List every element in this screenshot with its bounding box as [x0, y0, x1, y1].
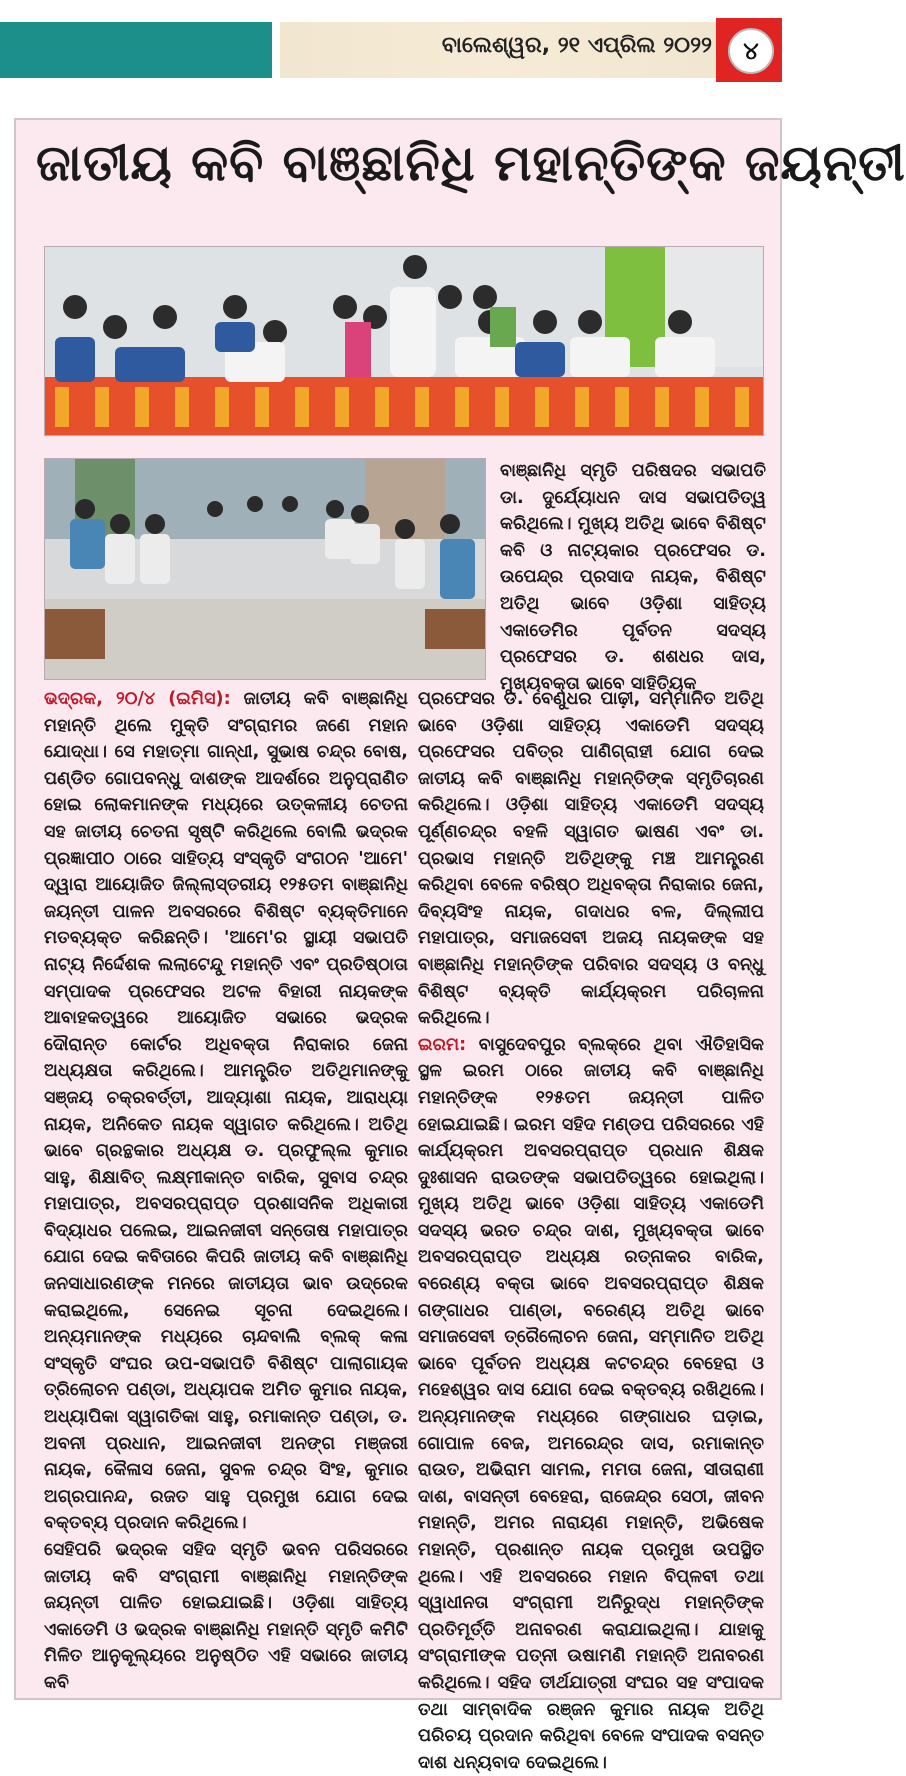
page-header [0, 0, 800, 88]
right-dateline-lead: ଇରମ: [418, 1034, 467, 1055]
right-paragraph-2 [418, 1032, 764, 1776]
event-stage-photo [44, 246, 764, 436]
dateline: ବାଲେଶ୍ୱର, ୨୧ ଏପ୍ରିଲ ୨୦୨୨ [441, 33, 712, 58]
headline: ଜାତୀୟ କବି ବାଞ୍ଛାନିଧି ମହାନ୍ତିଙ୍କ ଜୟନ୍ତୀ [36, 134, 906, 192]
page-number: ୪ [728, 28, 774, 74]
right-paragraph-1: ପ୍ରଫେସର ଡ. ବେଣୁଧର ପାଢ଼ୀ, ସମ୍ମାନିତ ଅତିଥି ଭାବେ ଓଡ଼ିଶା ସାହିତ୍ୟ ଏକାଡେମି ସଦସ୍ୟ ପ୍ରଫେସର ପବିତ୍ର ପାଣିଗ୍ରାହୀ ଯୋଗ ଦେଇ ଜାତୀୟ କବି ବାଞ୍ଛାନିଧି ମହାନ୍ତିଙ୍କ ସ୍ମୃତିଚାରଣ କରିଥିଲେ। ଓଡ଼ିଶା ସାହିତ୍ୟ ଏକାଡେମି ସଦସ୍ୟ ପୂର୍ଣ୍ଣଚନ୍ଦ୍ର ବହଳି ସ୍ୱାଗତ ଭାଷଣ ଏବଂ ଡା. ପ୍ରଭାସ ମହାନ୍ତି ଅତିଥିଙ୍କୁ ମଞ୍ଚ ଆମନ୍ତ୍ରଣ କରିଥିବା ବେଳେ ବରିଷ୍ଠ ଅଧିବକ୍ତା ନିରାକାର ଜେନା, ଦିବ୍ୟସିଂହ ନାୟକ, ଗଦାଧର ବଳ, ଦିଲ୍ଲୀପ ମହାପାତ୍ର, ସମାଜସେବୀ ଅଜୟ ନାୟକଙ୍କ ସହ ବାଞ୍ଛାନିଧି ମହାନ୍ତିଙ୍କ ପରିବାର ସଦସ୍ୟ ଓ ବନ୍ଧୁ ବିଶିଷ୍ଟ ବ୍ୟକ୍ତି କାର୍ଯ୍ୟକ୍ରମ ପରିଚାଳନା କରିଥିଲେ। [418, 689, 764, 1029]
left-dateline-lead: ଭଦ୍ରକ, ୨୦/୪ (ଇମିସ): [44, 689, 231, 709]
left-paragraph-2: ସେହିପରି ଭଦ୍ରକ ସହିଦ ସ୍ମୃତି ଭବନ ପରିସରରେ ଜାତୀୟ କବି ସଂଗ୍ରାମୀ ବାଞ୍ଛାନିଧି ମହାନ୍ତିଙ୍କ ଜୟନ୍ତୀ ପାଳିତ ହୋଇଯାଇଛି। ଓଡ଼ିଶା ସାହିତ୍ୟ ଏକାଡେମି ଓ ଭଦ୍ରକ ବାଞ୍ଛାନିଧି ମହାନ୍ତି ସ୍ମୃତି କମିଟି ମିଳିତ ଆନୁକୂଲ୍ୟରେ ଅନୁଷ୍ଠିତ ଏହି ସଭାରେ ଜାତୀୟ କବି [44, 1540, 408, 1693]
header-teal-band [0, 22, 272, 78]
right-paragraph-2-body: ବାସୁଦେବପୁର ବ୍ଲକ୍‌ରେ ଥିବା ଐତିହାସିକ ସ୍ଥଳ ଇରମ ଠାରେ ଜାତୀୟ କବି ବାଞ୍ଛାନିଧି ମହାନ୍ତିଙ୍କ ୧୨୫ତମ ଜୟନ୍ତୀ ପାଳିତ ହୋଇଯାଇଛି। ଇରମ ସହିଦ ମଣ୍ଡପ ପରିସରରେ ଏହି କାର୍ଯ୍ୟକ୍ରମ ଅବସରପ୍ରାପ୍ତ ପ୍ରଧାନ ଶିକ୍ଷକ ଦୁଃଶାସନ ରାଉତଙ୍କ ସଭାପତିତ୍ୱରେ ହୋଇଥିଲା। ମୁଖ୍ୟ ଅତିଥି ଭାବେ ଓଡ଼ିଶା ସାହିତ୍ୟ ଏକାଡେମି ସଦସ୍ୟ ଭରତ ଚନ୍ଦ୍ର ଦାଶ, ମୁଖ୍ୟବକ୍ତା ଭାବେ ଅବସରପ୍ରାପ୍ତ ଅଧ୍ୟକ୍ଷ ରତ୍ନାକର ବାରିକ, ବରେଣ୍ୟ ବକ୍ତା ଭାବେ ଅବସରପ୍ରାପ୍ତ ଶିକ୍ଷକ ଗଙ୍ଗାଧର ପାଣ୍ଡା, ବରେଣ୍ୟ ଅତିଥି ଭାବେ ସମାଜସେବୀ ତ୍ରୈଲୋଚନ ଜେନା, ସମ୍ମାନିତ ଅତିଥି ଭାବେ ପୂର୍ବତନ ଅଧ୍ୟକ୍ଷ କଟଚନ୍ଦ୍ର ବେହେରା ଓ ମହେଶ୍ୱର ଦାସ ଯୋଗ ଦେଇ ବକ୍ତବ୍ୟ ରଖିଥିଲେ। ଅନ୍ୟମାନଙ୍କ ମଧ୍ୟରେ ଗଙ୍ଗାଧର ଘଡ଼ାଇ, ଗୋପାଳ ବେଜ, ଅମରେନ୍ଦ୍ର ଦାସ, ରମାକାନ୍ତ ରାଉତ, ଅଭିରାମ ସାମଲ, ମମତା ଜେନା, ସୀତାରାଣୀ ଦାଶ, ବାସନ୍ତୀ ବେହେରା, ରାଜେନ୍ଦ୍ର ସେଠୀ, ଜୀବନ ମହାନ୍ତି, ଅମର ନାରାୟଣ ମହାନ୍ତି, ଅଭିଷେକ ମହାନ୍ତି, ପ୍ରଶାନ୍ତ ନାୟକ ପ୍ରମୁଖ ଉପସ୍ଥିତ ଥିଲେ। ଏହି ଅବସରରେ ମହାନ ବିପ୍ଳବୀ ତଥା ସ୍ୱାଧୀନତା ସଂଗ୍ରାମୀ ଅନିରୁଦ୍ଧ ମହାନ୍ତିଙ୍କ ପ୍ରତିମୂର୍ତ୍ତି ଅନାବରଣ କରାଯାଇଥିଲା। ଯାହାକୁ ସଂଗ୍ରାମୀଙ୍କ ପତ୍ନୀ ଉଷାମଣି ମହାନ୍ତି ଅନାବରଣ କରିଥିଲେ। ସହିଦ ତୀର୍ଥଯାତ୍ରୀ ସଂଘର ସହ ସଂପାଦକ ତଥା ସାମ୍ବାଦିକ ରଞ୍ଜନ କୁମାର ନାୟକ ଅତିଥି ପରିଚୟ ପ୍ରଦାନ କରିଥିବା ବେଳେ ସଂପାଦକ ବସନ୍ତ ଦାଶ ଧନ୍ୟବାଦ ଦେଇଥିଲେ। [418, 1034, 764, 1773]
right-top-paragraph: ବାଞ୍ଛାନିଧି ସ୍ମୃତି ପରିଷଦର ସଭାପତି ଡା. ଦୁର୍ଯ୍ୟୋଧନ ଦାସ ସଭାପତିତ୍ୱ କରିଥିଲେ। ମୁଖ୍ୟ ଅତିଥି ଭାବେ ବିଶିଷ୍ଟ କବି ଓ ନାଟ୍ୟକାର ପ୍ରଫେସର ଡ. ଉପେନ୍ଦ୍ର ପ୍ରସାଦ ନାୟକ, ବିଶିଷ୍ଟ ଅତିଥି ଭାବେ ଓଡ଼ିଶା ସାହିତ୍ୟ ଏକାଡେମିର ପୂର୍ବତନ ସଦସ୍ୟ ପ୍ରଫେସର ଡ. ଶଶଧର ଦାସ, ମୁଖ୍ୟବକ୍ତା ଭାବେ ସାହିତ୍ୟିକ [500, 461, 766, 694]
left-paragraph-1-body: ଜାତୀୟ କବି ବାଞ୍ଛାନିଧି ମହାନ୍ତି ଥିଲେ ମୁକ୍ତି ସଂଗ୍ରାମର ଜଣେ ମହାନ ଯୋଦ୍ଧା। ସେ ମହାତ୍ମା ଗାନ୍ଧୀ, ସୁଭାଷ ଚନ୍ଦ୍ର ବୋଷ, ପଣ୍ଡିତ ଗୋପବନ୍ଧୁ ଦାଶଙ୍କ ଆଦର୍ଶରେ ଅନୁପ୍ରାଣିତ ହୋଇ ଲୋକମାନଙ୍କ ମଧ୍ୟରେ ଉତ୍କଳୀୟ ଚେତନା ସହ ଜାତୀୟ ଚେତନା ସୃଷ୍ଟି କରିଥିଲେ ବୋଲି ଭଦ୍ରକ ପ୍ରଜ୍ଞାପୀଠ ଠାରେ ସାହିତ୍ୟ ସଂସ୍କୃତି ସଂଗଠନ 'ଆମେ' ଦ୍ୱାରା ଆୟୋଜିତ ଜିଲ୍ଲାସ୍ତରୀୟ ୧୨୫ତମ ବାଞ୍ଛାନିଧି ଜୟନ୍ତୀ ପାଳନ ଅବସରରେ ବିଶିଷ୍ଟ ବ୍ୟକ୍ତିମାନେ ମତବ୍ୟକ୍ତ କରିଛନ୍ତି। 'ଆମେ'ର ସ୍ଥାୟୀ ସଭାପତି ନାଟ୍ୟ ନିର୍ଦ୍ଦେଶକ ଲଲାଟେନ୍ଦୁ ମହାନ୍ତି ଏବଂ ପ୍ରତିଷ୍ଠାତା ସମ୍ପାଦକ ପ୍ରଫେସର ଅଟଳ ବିହାରୀ ନାୟକଙ୍କ ଆବାହକତ୍ୱରେ ଆୟୋଜିତ ସଭାରେ ଭଦ୍ରକ ଦୌରାନ୍ତ କୋର୍ଟର ଅଧିବକ୍ତା ନିରାକାର ଜେନା ଅଧ୍ୟକ୍ଷତା କରିଥିଲେ। ଆମନ୍ତ୍ରିତ ଅତିଥିମାନଙ୍କୁ ସଞ୍ଜୟ ଚକ୍ରବର୍ତ୍ତୀ, ଆଦ୍ୟାଶା ନାୟକ, ଆରାଧ୍ୟା ନାୟକ, ଅନିକେତ ନାୟକ ସ୍ୱାଗତ କରିଥିଲେ। ଅତିଥି ଭାବେ ଗ୍ରନ୍ଥକାର ଅଧ୍ୟକ୍ଷ ଡ. ପ୍ରଫୁଲ୍ଲ କୁମାର ସାହୁ, ଶିକ୍ଷାବିତ୍ ଲକ୍ଷ୍ମୀକାନ୍ତ ବାରିକ, ସୁବାସ ଚନ୍ଦ୍ର ମହାପାତ୍ର, ଅବସରପ୍ରାପ୍ତ ପ୍ରଶାସନିକ ଅଧିକାରୀ ବିଦ୍ୟାଧର ପଲେଇ, ଆଇନଜୀବୀ ସନ୍ତୋଷ ମହାପାତ୍ର ଯୋଗ ଦେଇ କବିତାରେ କିପରି ଜାତୀୟ କବି ବାଞ୍ଛାନିଧି ଜନସାଧାରଣଙ୍କ ମନରେ ଜାତୀୟତା ଭାବ ଉଦ୍ରେକ କରାଇଥିଲେ, ସେନେଇ ସୂଚନା ଦେଇଥିଲେ। ଅନ୍ୟମାନଙ୍କ ମଧ୍ୟରେ ଚାନ୍ଦବାଲି ବ୍ଲକ୍ କଳା ସଂସ୍କୃତି ସଂଘର ଉପ-ସଭାପତି ବିଶିଷ୍ଟ ପାଲାଗାୟକ ତ୍ରିଲୋଚନ ପଣ୍ଡା, ଅଧ୍ୟାପକ ଅମିତ କୁମାର ନାୟକ, ଅଧ୍ୟାପିକା ସ୍ୱାଗତିକା ସାହୁ, ରମାକାନ୍ତ ପଣ୍ଡା, ଡ. ଅବନୀ ପ୍ରଧାନ, ଆଇନଜୀବୀ ଅନଙ୍ଗ ମଞ୍ଜରୀ ନାୟକ, କୈଳାସ ଜେନା, ସୁବଳ ଚନ୍ଦ୍ର ସିଂହ, କୁମାର ଅଗ୍ରପାନନ୍ଦ, ରଜତ ସାହୁ ପ୍ରମୁଖ ଯୋଗ ଦେଇ ବକ୍ତବ୍ୟ ପ୍ରଦାନ କରିଥିଲେ। [44, 689, 408, 1534]
article-text-right-column [418, 686, 764, 1773]
audience-photo [44, 458, 486, 680]
article-text-right-top [500, 458, 766, 694]
article-box [14, 118, 906, 1773]
left-paragraph-1 [44, 686, 408, 1537]
article-text-left-column [44, 686, 408, 1693]
